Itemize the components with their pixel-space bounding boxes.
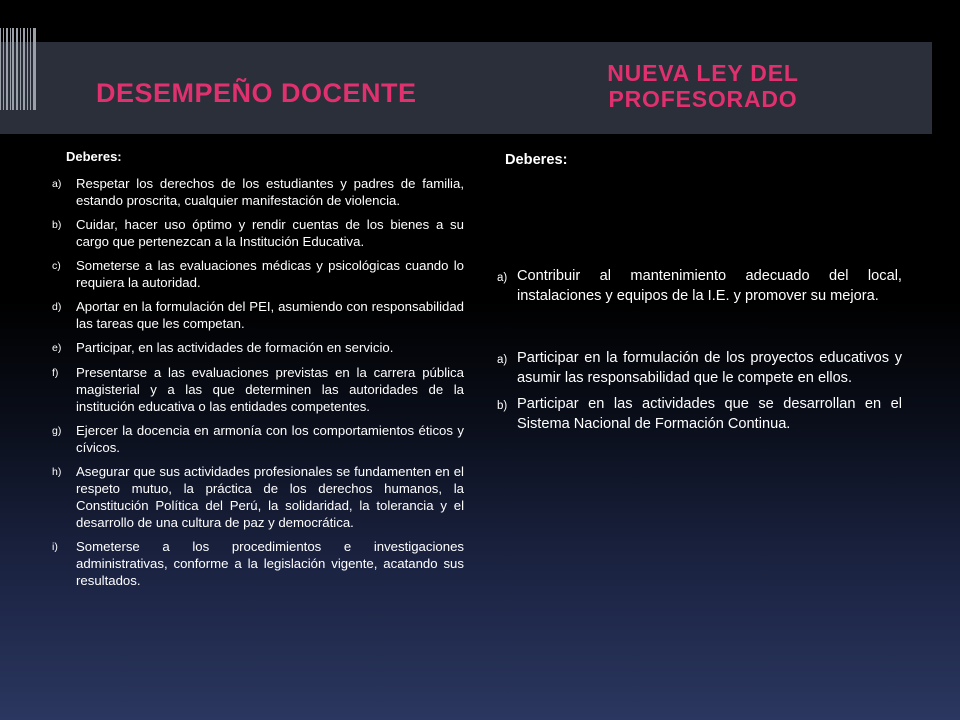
list-item (52, 257, 464, 291)
left-duties-heading: Deberes: (66, 149, 122, 164)
list-marker: d) (52, 301, 62, 313)
list-item (52, 339, 464, 357)
list-item-text: Participar en la formulación de los proyectos educativos y asumir las responsabilidad que le compete en ellos. (517, 350, 902, 386)
right-duties-list (497, 266, 902, 434)
list-item (497, 348, 902, 388)
list-item-text: Asegurar que sus actividades profesionales se fundamenten en el respeto mutuo, la práctica de los derechos humanos, la Constitución Política del Perú, la solidaridad, la tolerancia y el desarrollo de una cultura de paz y democrática. (76, 464, 464, 530)
list-item (52, 216, 464, 250)
list-item-text: Respetar los derechos de los estudiantes y padres de familia, estando proscrita, cualquier manifestación de violencia. (76, 176, 464, 208)
list-item (52, 364, 464, 415)
list-marker: b) (52, 219, 62, 231)
list-item-text: Contribuir al mantenimiento adecuado del local, instalaciones y equipos de la I.E. y promover su mejora. (517, 268, 902, 304)
list-marker: g) (52, 425, 62, 437)
right-column (497, 150, 902, 440)
left-duties-list (52, 175, 464, 589)
list-marker: a) (52, 178, 62, 190)
list-item-text: Cuidar, hacer uso óptimo y rendir cuentas de los bienes a su cargo que pertenezcan a la Institución Educativa. (76, 217, 464, 249)
list-item (52, 422, 464, 456)
list-marker: e) (52, 342, 62, 354)
list-item-text: Aportar en la formulación del PEI, asumiendo con responsabilidad las tareas que les competan. (76, 299, 464, 331)
list-item (52, 538, 464, 589)
list-marker: h) (52, 466, 62, 478)
list-marker: c) (52, 260, 61, 272)
list-marker: f) (52, 367, 59, 379)
list-item-text: Someterse a las evaluaciones médicas y psicológicas cuando lo requiera la autoridad. (76, 258, 464, 290)
list-item-text: Participar en las actividades que se desarrollan en el Sistema Nacional de Formación Continua. (517, 396, 902, 432)
left-column (52, 148, 464, 596)
title-left: DESEMPEÑO DOCENTE (96, 78, 417, 108)
list-marker: b) (497, 400, 508, 412)
list-marker: a) (497, 354, 508, 366)
right-duties-heading: Deberes: (505, 152, 568, 168)
title-right: NUEVA LEY DEL PROFESORADO (607, 60, 799, 112)
list-item (497, 266, 902, 306)
list-item-text: Presentarse a las evaluaciones previstas en la carrera pública magisterial y a las que determinen las autoridades de la institución educativa o las entidades competentes. (76, 365, 464, 414)
list-item (52, 175, 464, 209)
list-marker: i) (52, 541, 58, 553)
list-item-text: Participar, en las actividades de formación en servicio. (76, 340, 394, 355)
list-item (52, 298, 464, 332)
list-item-text: Someterse a los procedimientos e investigaciones administrativas, conforme a la legislación vigente, acatando sus resultados. (76, 539, 464, 588)
list-marker: a) (497, 272, 508, 284)
decorative-stripes (0, 28, 36, 110)
list-item-text: Ejercer la docencia en armonía con los comportamientos éticos y cívicos. (76, 423, 464, 455)
list-item (52, 463, 464, 531)
list-item (497, 394, 902, 434)
